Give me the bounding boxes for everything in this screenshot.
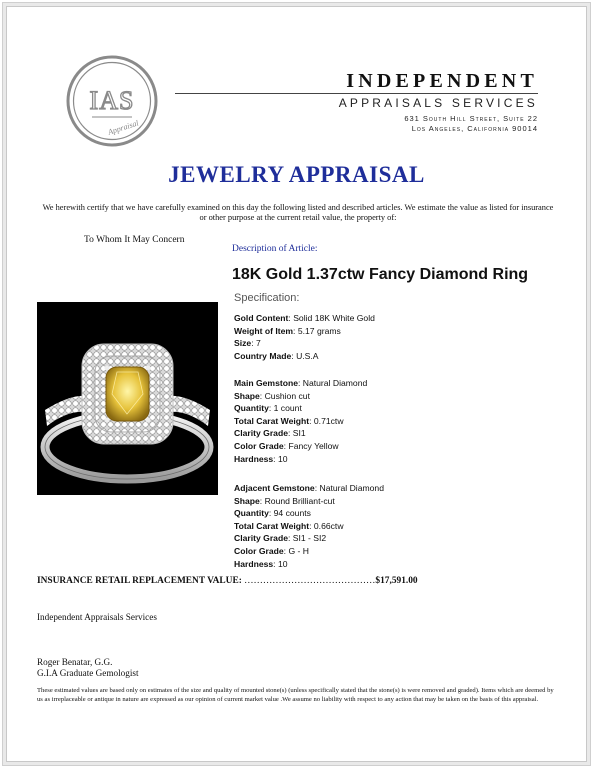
spec-value: 0.66ctw: [313, 520, 344, 531]
address-line-1: 631 South Hill Street, Suite 22: [404, 114, 538, 123]
spec-label: Gold Content: [234, 313, 289, 323]
spec-label: Total Carat Weight: [234, 520, 310, 531]
spec-value: Natural Diamond: [302, 378, 368, 388]
spec-value: Solid 18K White Gold: [293, 313, 375, 323]
spec-row: Shape: Cushion cut: [234, 390, 310, 401]
firm-name: INDEPENDENT: [346, 70, 538, 92]
ring-image: [37, 302, 218, 495]
spec-label: Color Grade: [234, 545, 284, 556]
spec-row: Shape: Round Brilliant-cut: [234, 495, 335, 506]
recipient: To Whom It May Concern: [84, 235, 185, 245]
insurance-label: INSURANCE RETAIL REPLACEMENT VALUE:: [37, 576, 242, 586]
spec-value: 94 counts: [273, 508, 311, 519]
specification-label: Specification:: [234, 292, 300, 304]
spec-label: Main Gemstone: [234, 378, 298, 388]
spec-value: 1 count: [273, 403, 302, 414]
adjacent-gemstone-specs: [234, 482, 384, 570]
spec-row: Quantity: 1 count: [234, 403, 302, 414]
spec-value: SI1: [292, 428, 306, 439]
spec-label: Clarity Grade: [234, 533, 288, 544]
spec-row: Total Carat Weight: 0.66ctw: [234, 520, 344, 531]
spec-row: Size: 7: [234, 338, 261, 349]
spec-label: Quantity: [234, 403, 269, 414]
spec-value: 10: [277, 453, 288, 464]
spec-label: Total Carat Weight: [234, 415, 310, 426]
disclaimer-text: These estimated values are based only on estimates of the size and quality of mounted stone(s) (unless specifically stated that the stone(s) is were removed and graded). Items which are deemed by us as irreplaceable or antique in nature are expressed as our opinion of current market value .We assume no liability with respect to any action that may be taken on the basis of this appraisal.: [37, 687, 554, 704]
spec-value: 7: [255, 338, 261, 349]
main-gemstone-specs: [234, 377, 367, 465]
spec-value: 5.17 grams: [297, 325, 341, 336]
spec-row: Gold Content: Solid 18K White Gold: [234, 313, 375, 323]
spec-row: Adjacent Gemstone: Natural Diamond: [234, 483, 384, 493]
spec-value: Natural Diamond: [319, 483, 384, 493]
spec-value: Round Brilliant-cut: [264, 495, 335, 506]
firm-address: [404, 114, 538, 134]
spec-value: Fancy Yellow: [288, 440, 339, 451]
spec-row: Main Gemstone: Natural Diamond: [234, 378, 368, 388]
logo-monogram: IAS: [89, 86, 135, 115]
spec-label: Shape: [234, 390, 260, 401]
appraiser-credential: G.I.A Graduate Gemologist: [37, 668, 139, 678]
gold-specs: [234, 312, 375, 362]
firm-subtitle: APPRAISALS SERVICES: [338, 96, 538, 110]
insurance-value-line: [37, 576, 557, 586]
spec-row: Color Grade: Fancy Yellow: [234, 440, 339, 451]
spec-row: Quantity: 94 counts: [234, 508, 311, 519]
spec-value: U.S.A: [296, 350, 319, 361]
spec-label: Color Grade: [234, 440, 284, 451]
insurance-dots: ……………………………………: [244, 576, 376, 586]
insurance-amount: $17,591.00: [375, 576, 418, 586]
spec-row: Clarity Grade: SI1: [234, 428, 306, 439]
signature-block: [37, 657, 139, 679]
spec-row: Clarity Grade: SI1 - SI2: [234, 533, 327, 544]
spec-label: Adjacent Gemstone: [234, 483, 315, 493]
spec-value: 0.71ctw: [313, 415, 344, 426]
spec-value: G - H: [288, 545, 309, 556]
spec-row: Hardness: 10: [234, 558, 288, 569]
spec-row: Total Carat Weight: 0.71ctw: [234, 415, 344, 426]
header-divider: [175, 93, 538, 94]
spec-row: Weight of Item: 5.17 grams: [234, 325, 341, 336]
item-title: 18K Gold 1.37ctw Fancy Diamond Ring: [232, 266, 529, 283]
spec-row: Color Grade: G - H: [234, 545, 309, 556]
spec-label: Quantity: [234, 508, 269, 519]
appraiser-name: Roger Benatar, G.G.: [37, 657, 113, 667]
document-title: JEWELRY APPRAISAL: [168, 162, 425, 187]
spec-label: Hardness: [234, 558, 274, 569]
spec-value: Cushion cut: [264, 390, 310, 401]
address-line-2: Los Angeles, California 90014: [411, 124, 538, 133]
description-label: Description of Article:: [232, 244, 318, 254]
spec-row: Country Made: U.S.A: [234, 350, 319, 361]
ias-logo: [66, 55, 158, 147]
logo-ring-text: Appraisal: [106, 118, 140, 137]
spec-label: Shape: [234, 495, 260, 506]
spec-label: Country Made: [234, 350, 292, 361]
spec-label: Clarity Grade: [234, 428, 288, 439]
ring-photo: [37, 302, 218, 495]
spec-row: Hardness: 10: [234, 453, 288, 464]
signature-firm: Independent Appraisals Services: [37, 612, 157, 622]
spec-label: Hardness: [234, 453, 274, 464]
certification-text: We herewith certify that we have carefully examined on this day the following listed and described articles. We estimate the value as listed for insurance or other purpose at the current retail value, the property of:: [42, 203, 554, 222]
spec-label: Size: [234, 338, 252, 349]
spec-value: 10: [277, 558, 288, 569]
spec-label: Weight of Item: [234, 325, 294, 336]
spec-value: SI1 - SI2: [292, 533, 327, 544]
